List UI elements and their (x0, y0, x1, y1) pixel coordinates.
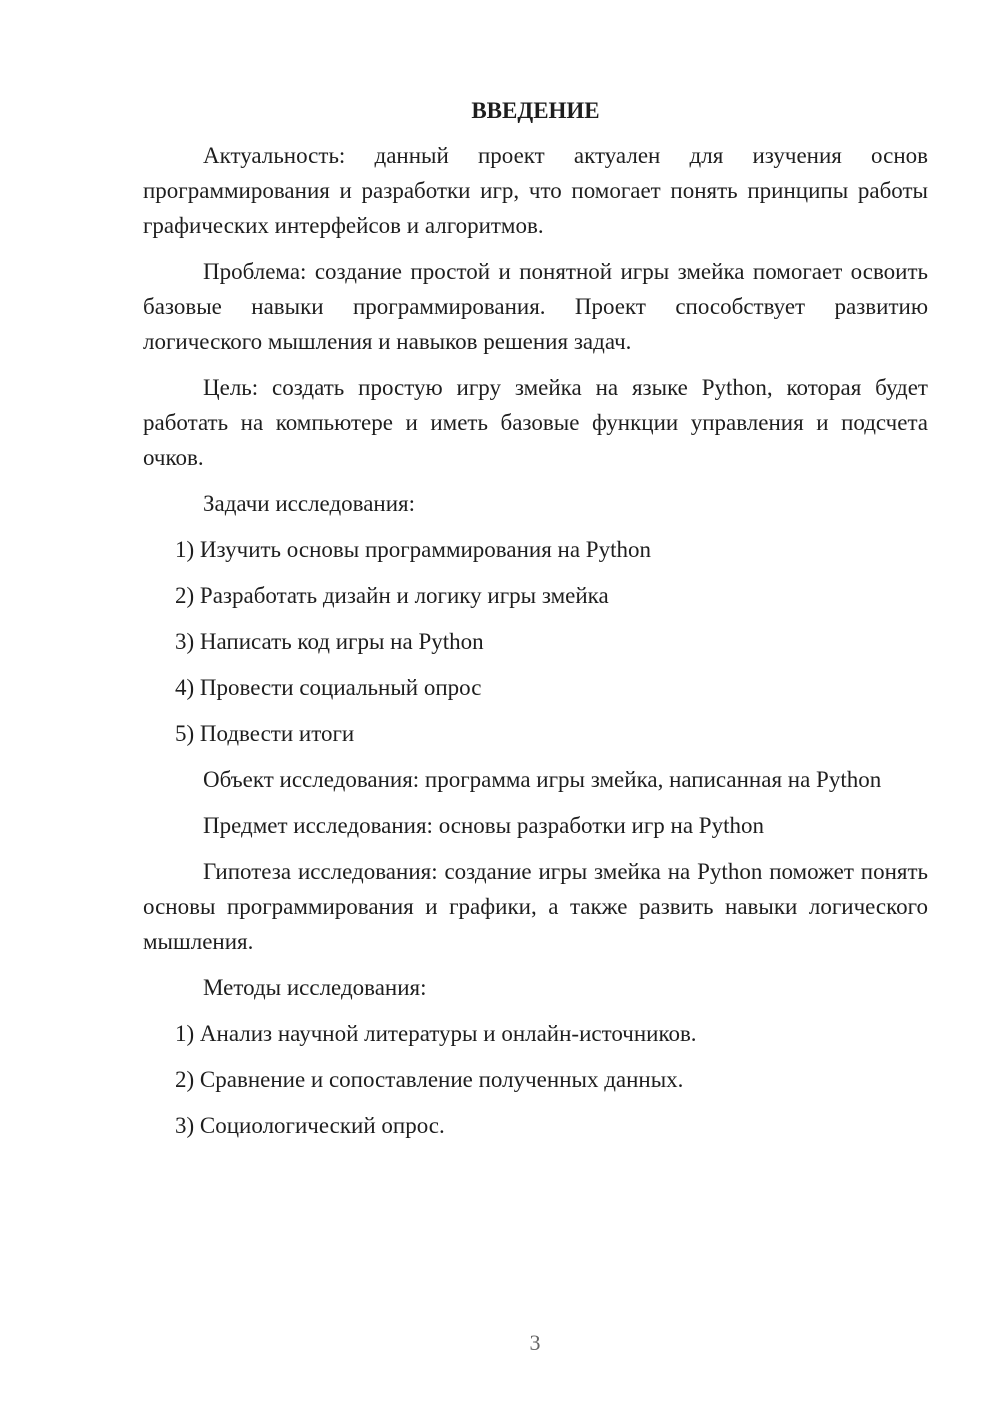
task-item: 4) Провести социальный опрос (175, 675, 482, 700)
task-item: 3) Написать код игры на Python (175, 629, 484, 654)
method-item: 2) Сравнение и сопоставление полученных данных. (175, 1067, 684, 1092)
method-item: 1) Анализ научной литературы и онлайн-источников. (175, 1021, 697, 1046)
goal-paragraph: Цель: создать простую игру змейка на языке Python, которая будет работать на компьютере и иметь базовые функции управления и подсчета очков. (143, 375, 928, 470)
task-item: 5) Подвести итоги (175, 721, 355, 746)
tasks-label: Задачи исследования: (203, 491, 416, 516)
hypothesis-paragraph: Гипотеза исследования: создание игры змейка на Python поможет понять основы программирования и графики, а также развить навыки логического мышления. (143, 859, 928, 954)
methods-list (143, 1016, 928, 1143)
methods-label: Методы исследования: (203, 975, 427, 1000)
page-number: 3 (529, 1330, 541, 1355)
page-content (143, 93, 928, 1154)
task-item: 1) Изучить основы программирования на Python (175, 537, 651, 562)
relevance-paragraph: Актуальность: данный проект актуален для изучения основ программирования и разработки игр, что помогает понять принципы работы графических интерфейсов и алгоритмов. (143, 143, 928, 238)
subject-paragraph: Предмет исследования: основы разработки игр на Python (203, 813, 764, 838)
object-paragraph: Объект исследования: программа игры змейка, написанная на Python (203, 767, 882, 792)
problem-paragraph: Проблема: создание простой и понятной игры змейка помогает освоить базовые навыки программирования. Проект способствует развитию логического мышления и навыков решения задач. (143, 259, 928, 354)
tasks-list (143, 532, 928, 751)
task-item: 2) Разработать дизайн и логику игры змейка (175, 583, 609, 608)
section-title: ВВЕДЕНИЕ (471, 98, 600, 123)
method-item: 3) Социологический опрос. (175, 1113, 445, 1138)
